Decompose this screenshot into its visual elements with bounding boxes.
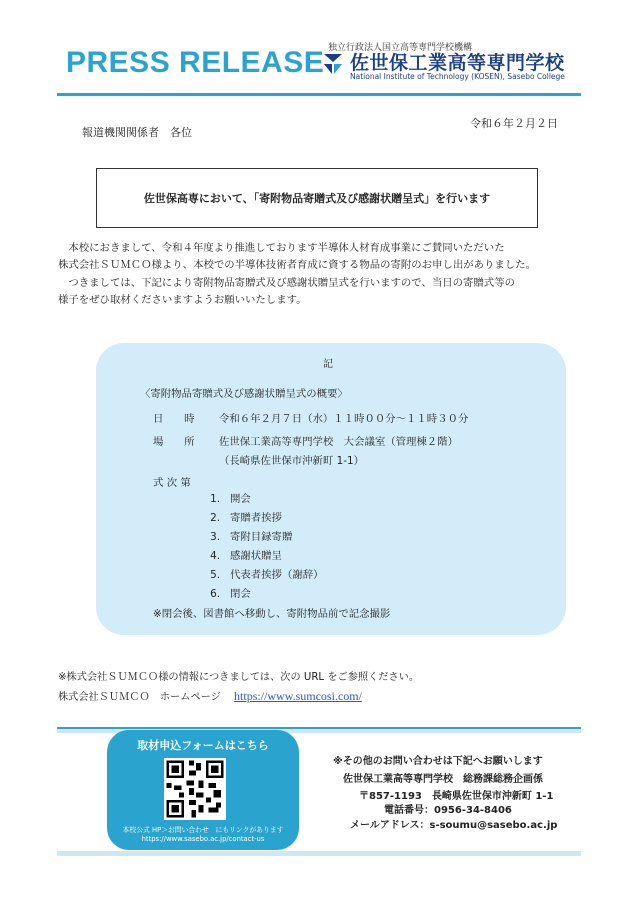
agency-name: 独立行政法人国立高等専門学校機構	[328, 43, 473, 53]
form-note	[112, 826, 294, 844]
addressee: 報道機関関係者 各位	[82, 126, 192, 139]
place-value: 佐世保工業高等専門学校 大会議室（管理棟２階）	[219, 436, 458, 448]
sumco-url-link[interactable]: https://www.sumcosi.com/	[234, 689, 362, 703]
program-text: 寄贈者挨拶	[230, 512, 282, 524]
photo-note: ※閉会後、図書館へ移動し、寄附物品前で記念撮影	[153, 608, 391, 620]
contact-org: 佐世保工業高等専門学校 総務課総務企画係	[343, 774, 543, 785]
body-line: 株式会社ＳＵＭＣＯ様より、本校での半導体技術者育成に資する物品の寄附のお申し出がありました。	[58, 259, 536, 271]
ki-label: 記	[323, 359, 333, 370]
program-num: 2.	[210, 512, 220, 524]
program-text: 閉会	[230, 588, 251, 600]
program-text: 代表者挨拶（謝辞）	[230, 569, 324, 581]
place-row	[153, 433, 458, 448]
contact-phone: 電話番号：0956-34-8406	[384, 805, 512, 816]
program-num: 3.	[210, 531, 220, 543]
sumco-link-row	[58, 688, 362, 704]
school-name-en: National Institute of Technology (KOSEN), Sasebo College	[350, 72, 565, 81]
details-heading: 〈寄附物品寄贈式及び感謝状贈呈式の概要〉	[140, 388, 348, 400]
title-box	[96, 168, 538, 228]
program-item	[198, 547, 324, 566]
date-label: 日 時	[153, 413, 195, 425]
header-divider	[57, 93, 581, 96]
program-num: 6.	[210, 588, 220, 600]
release-title: 佐世保高専において、「寄附物品寄贈式及び感謝状贈呈式」を行います	[143, 192, 491, 205]
contact-email[interactable]: メールアドレス：s-soumu@sasebo.ac.jp	[350, 820, 558, 831]
qr-code-icon[interactable]	[164, 758, 226, 820]
contact-intro: ※その他のお問い合わせは下記へお願いします	[333, 756, 543, 767]
place-address: （長崎県佐世保市沖新町 1-1）	[219, 455, 364, 467]
place-label: 場 所	[153, 436, 195, 448]
form-title[interactable]: 取材申込フォームはこちら	[137, 739, 269, 752]
sumco-note: ※株式会社ＳＵＭＣＯ様の情報につきましては、次の URL をご参照ください。	[58, 672, 420, 683]
contact-address: 〒857-1193 長崎県佐世保市沖新町 1-1	[359, 791, 554, 802]
school-logo-icon	[322, 52, 344, 76]
banner-bottom-band	[57, 851, 581, 856]
program-item	[198, 509, 324, 528]
school-name: 佐世保工業高等専門学校	[350, 52, 565, 74]
body-line: つきましては、下記により寄附物品寄贈式及び感謝状贈呈式を行いますので、当日の寄贈式等の	[58, 277, 515, 289]
program-num: 5.	[210, 569, 220, 581]
program-num: 1.	[210, 493, 220, 505]
program-item	[198, 528, 324, 547]
program-label: 式 次 第	[153, 477, 191, 489]
body-line: 本校におきまして、令和４年度より推進しております半導体人材育成事業にご賛同いただいた	[58, 242, 505, 254]
form-url[interactable]: https://www.sasebo.ac.jp/contact-us	[141, 835, 265, 843]
program-item	[198, 490, 324, 509]
program-text: 寄附目録寄贈	[230, 531, 293, 543]
company-label: 株式会社ＳＵＭＣＯ ホームページ	[58, 692, 221, 703]
release-date: 令和６年２月２日	[470, 117, 558, 130]
program-item	[198, 585, 324, 604]
program-list	[198, 490, 324, 604]
body-paragraph-1	[58, 240, 588, 274]
body-paragraph-2	[58, 275, 588, 309]
program-num: 4.	[210, 550, 220, 562]
program-text: 開会	[230, 493, 251, 505]
body-line: 様子をぜひ取材くださいますようお願いいたします。	[58, 294, 307, 306]
banner-top-line	[57, 727, 581, 729]
form-note-line: 本校公式 HP＞お問い合わせ にもリンクがあります	[122, 826, 284, 834]
program-text: 感謝状贈呈	[230, 550, 282, 562]
date-row	[153, 410, 468, 425]
press-release-heading: PRESS RELEASE	[66, 46, 325, 79]
program-item	[198, 566, 324, 585]
date-value: 令和６年２月７日（水）１１時００分～１１時３０分	[219, 413, 469, 425]
